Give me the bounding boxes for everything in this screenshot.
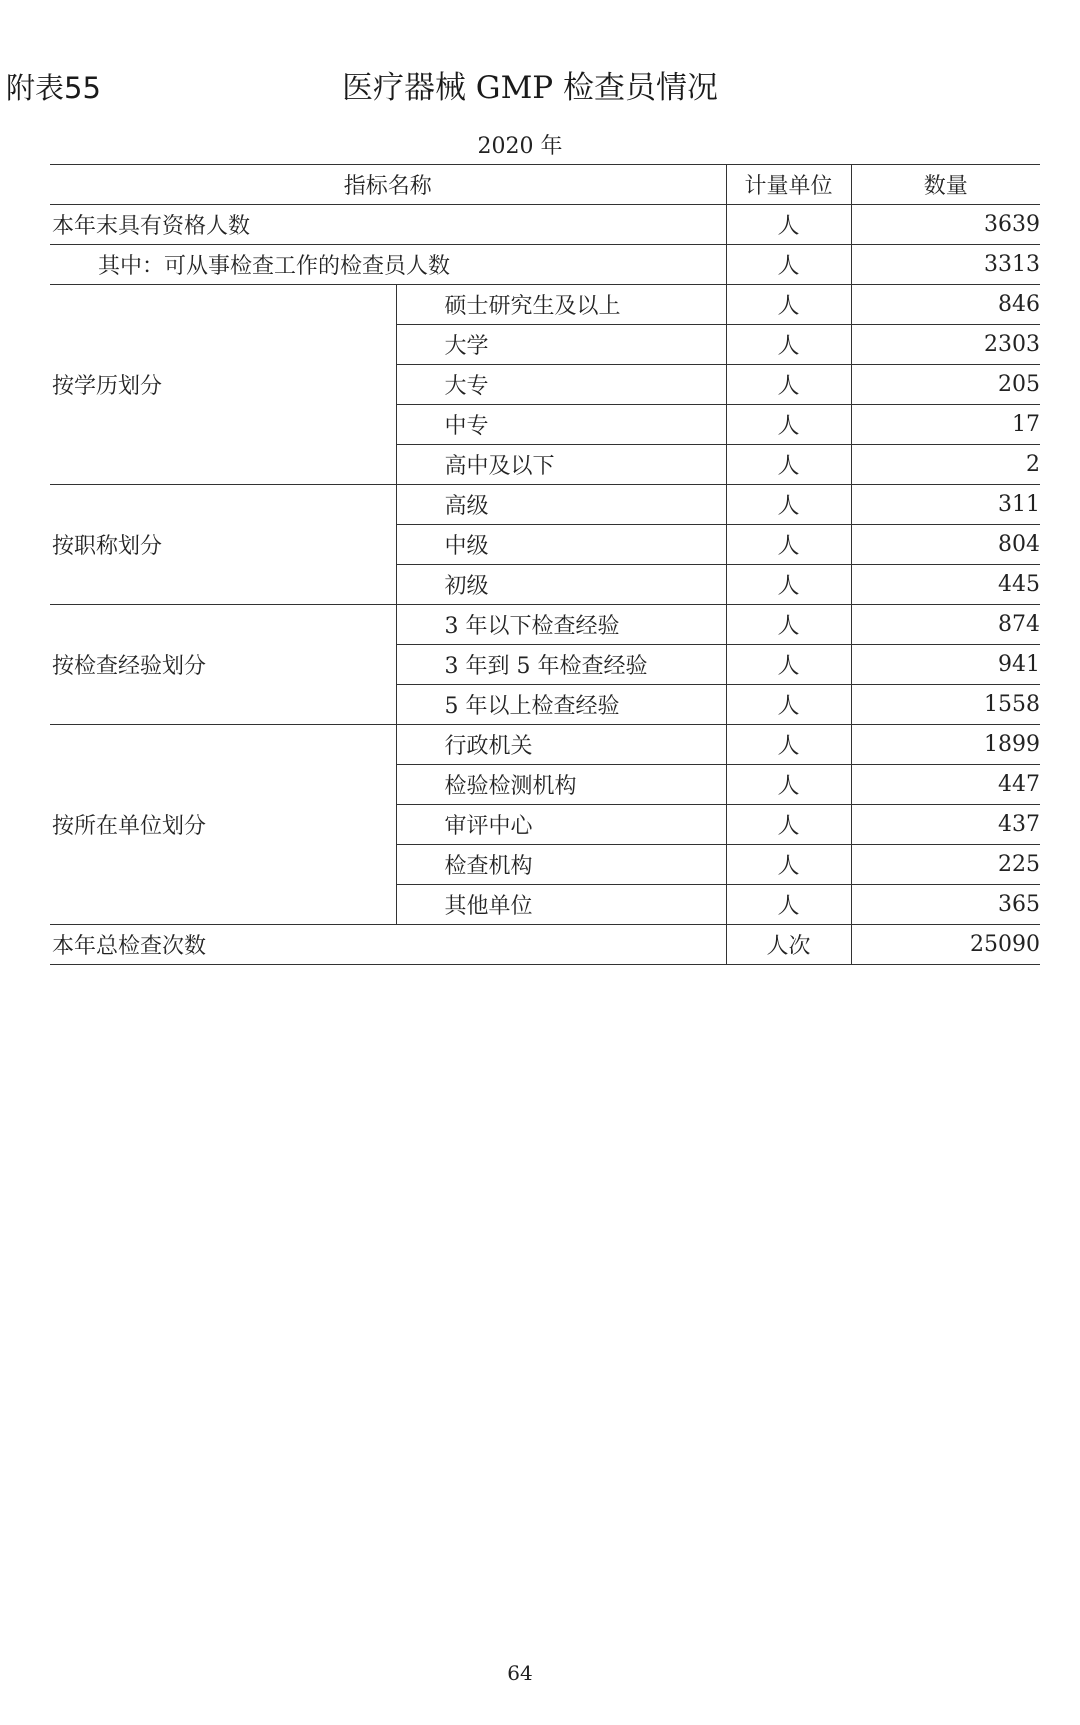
- row-unit: 人: [726, 525, 851, 565]
- row-label: 本年总检查次数: [50, 925, 726, 965]
- group-label: 按职称划分: [50, 485, 396, 605]
- row-unit: 人: [726, 285, 851, 325]
- row-label: 硕士研究生及以上: [396, 285, 726, 325]
- row-label: 中专: [396, 405, 726, 445]
- row-label: 检验检测机构: [396, 765, 726, 805]
- table-header-row: [50, 165, 1040, 205]
- row-label: 高中及以下: [396, 445, 726, 485]
- row-label: 中级: [396, 525, 726, 565]
- row-value: 1899: [851, 725, 1040, 765]
- row-unit: 人: [726, 725, 851, 765]
- row-value: 2303: [851, 325, 1040, 365]
- group-label: 按检查经验划分: [50, 605, 396, 725]
- row-value: 445: [851, 565, 1040, 605]
- row-label: 审评中心: [396, 805, 726, 845]
- row-label: 本年末具有资格人数: [50, 205, 726, 245]
- row-value: 447: [851, 765, 1040, 805]
- group-label: 按所在单位划分: [50, 725, 396, 925]
- header-indicator-name: 指标名称: [50, 165, 726, 205]
- row-unit: 人: [726, 805, 851, 845]
- row-unit: 人: [726, 365, 851, 405]
- row-unit: 人: [726, 685, 851, 725]
- row-unit: 人: [726, 765, 851, 805]
- row-label: 大学: [396, 325, 726, 365]
- row-value: 2: [851, 445, 1040, 485]
- row-label: 初级: [396, 565, 726, 605]
- row-unit: 人: [726, 405, 851, 445]
- header-unit: 计量单位: [726, 165, 851, 205]
- row-unit: 人次: [726, 925, 851, 965]
- row-unit: 人: [726, 565, 851, 605]
- inspector-table: [50, 164, 1040, 965]
- row-value: 365: [851, 885, 1040, 925]
- table-row: [50, 605, 1040, 645]
- row-value: 17: [851, 405, 1040, 445]
- row-label: 高级: [396, 485, 726, 525]
- row-unit: 人: [726, 645, 851, 685]
- row-label: 3 年以下检查经验: [396, 605, 726, 645]
- group-label: 按学历划分: [50, 285, 396, 485]
- appendix-label: 附表55: [6, 71, 101, 105]
- row-label: 检查机构: [396, 845, 726, 885]
- row-value: 25090: [851, 925, 1040, 965]
- row-unit: 人: [726, 845, 851, 885]
- row-label: 大专: [396, 365, 726, 405]
- row-unit: 人: [726, 245, 851, 285]
- row-unit: 人: [726, 325, 851, 365]
- row-value: 225: [851, 845, 1040, 885]
- header-quantity: 数量: [851, 165, 1040, 205]
- table-row: [50, 205, 1040, 245]
- row-label: 3 年到 5 年检查经验: [396, 645, 726, 685]
- row-value: 1558: [851, 685, 1040, 725]
- row-value: 846: [851, 285, 1040, 325]
- row-value: 3639: [851, 205, 1040, 245]
- row-unit: 人: [726, 885, 851, 925]
- row-value: 437: [851, 805, 1040, 845]
- table-row: [50, 245, 1040, 285]
- row-label: 行政机关: [396, 725, 726, 765]
- row-value: 311: [851, 485, 1040, 525]
- row-unit: 人: [726, 445, 851, 485]
- year-caption: 2020 年: [477, 134, 563, 159]
- table-row: [50, 725, 1040, 765]
- row-value: 941: [851, 645, 1040, 685]
- row-unit: 人: [726, 485, 851, 525]
- row-value: 804: [851, 525, 1040, 565]
- table-row: [50, 285, 1040, 325]
- page-title: 医疗器械 GMP 检查员情况: [341, 70, 719, 106]
- row-value: 205: [851, 365, 1040, 405]
- row-unit: 人: [726, 205, 851, 245]
- row-unit: 人: [726, 605, 851, 645]
- row-label: 5 年以上检查经验: [396, 685, 726, 725]
- table-row: [50, 925, 1040, 965]
- row-value: 3313: [851, 245, 1040, 285]
- row-value: 874: [851, 605, 1040, 645]
- row-label: 其他单位: [396, 885, 726, 925]
- page-number: 64: [507, 1661, 533, 1685]
- table-row: [50, 485, 1040, 525]
- row-label: 其中：可从事检查工作的检查员人数: [50, 245, 726, 285]
